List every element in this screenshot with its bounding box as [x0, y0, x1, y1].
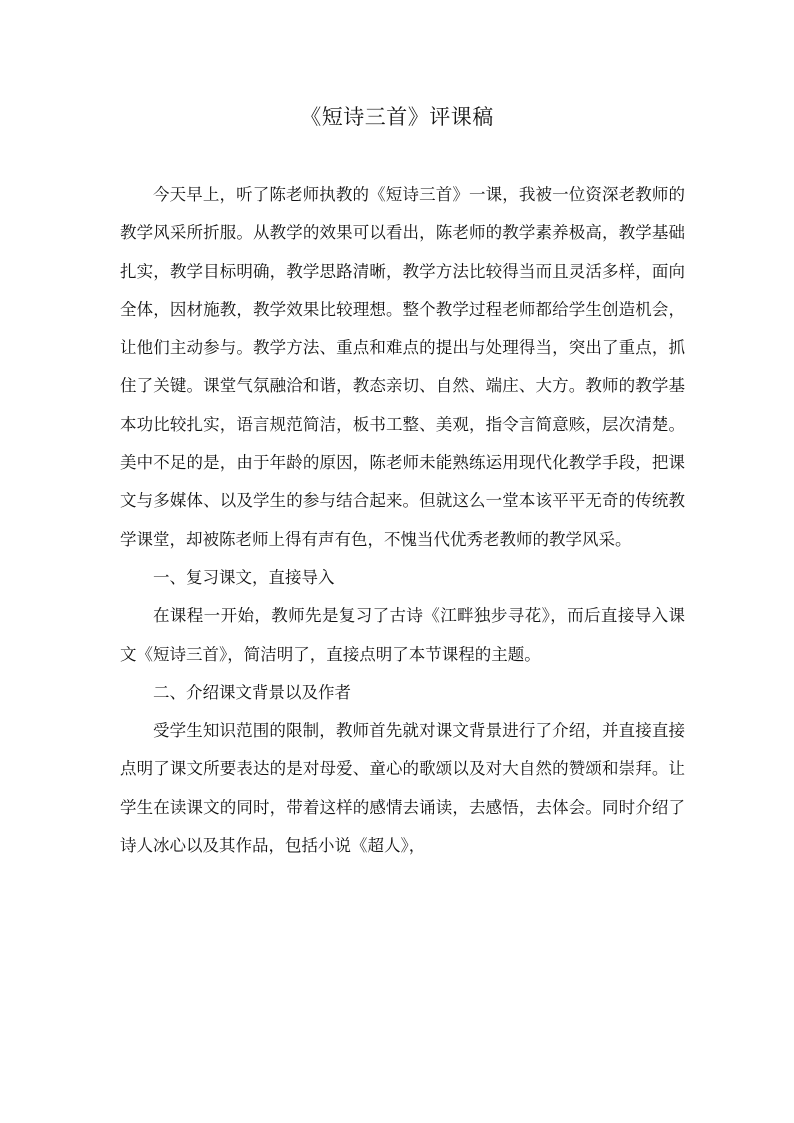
paragraph-background: 受学生知识范围的限制，教师首先就对课文背景进行了介绍，并直接直接点明了课文所要表达的是对母爱、童心的歌颂以及对大自然的赞颂和崇拜。让学生在读课文的同时，带着这样的感情去诵读，去感悟，去体会。同时介绍了诗人冰心以及其作品，包括小说《超人》，: [120, 721, 685, 856]
section-heading-background: 二、介绍课文背景以及作者: [153, 682, 351, 702]
paragraph-intro: 今天早上，听了陈老师执教的《短诗三首》一课，我被一位资深老教师的教学风采所折服。从教学的效果可以看出，陈老师的教学素养极高，教学基础扎实，教学目标明确，教学思路清晰，教学方法比较得当而且灵活多样，面向全体，因材施教，教学效果比较理想。整个教学过程老师都给学生创造机会，让他们主动参与。教学方法、重点和难点的提出与处理得当，突出了重点，抓住了关键。课堂气氛融洽和谐，教态亲切、自然、端庄、大方。教师的教学基本功比较扎实，语言规范简洁，板书工整、美观，指令言简意赅，层次清楚。美中不足的是，由于年龄的原因，陈老师未能熟练运用现代化教学手段，把课文与多媒体、以及学生的参与结合起来。但就这么一堂本该平平无奇的传统教学课堂，却被陈老师上得有声有色，不愧当代优秀老教师的教学风采。: [120, 185, 685, 549]
document-title: 《短诗三首》评课稿: [300, 105, 494, 129]
section-heading-review: 一、复习课文，直接导入: [153, 567, 335, 587]
document-body: [120, 176, 685, 865]
paragraph-review: 在课程一开始，教师先是复习了古诗《江畔独步寻花》，而后直接导入课文《短诗三首》，简洁明了，直接点明了本节课程的主题。: [120, 606, 685, 664]
